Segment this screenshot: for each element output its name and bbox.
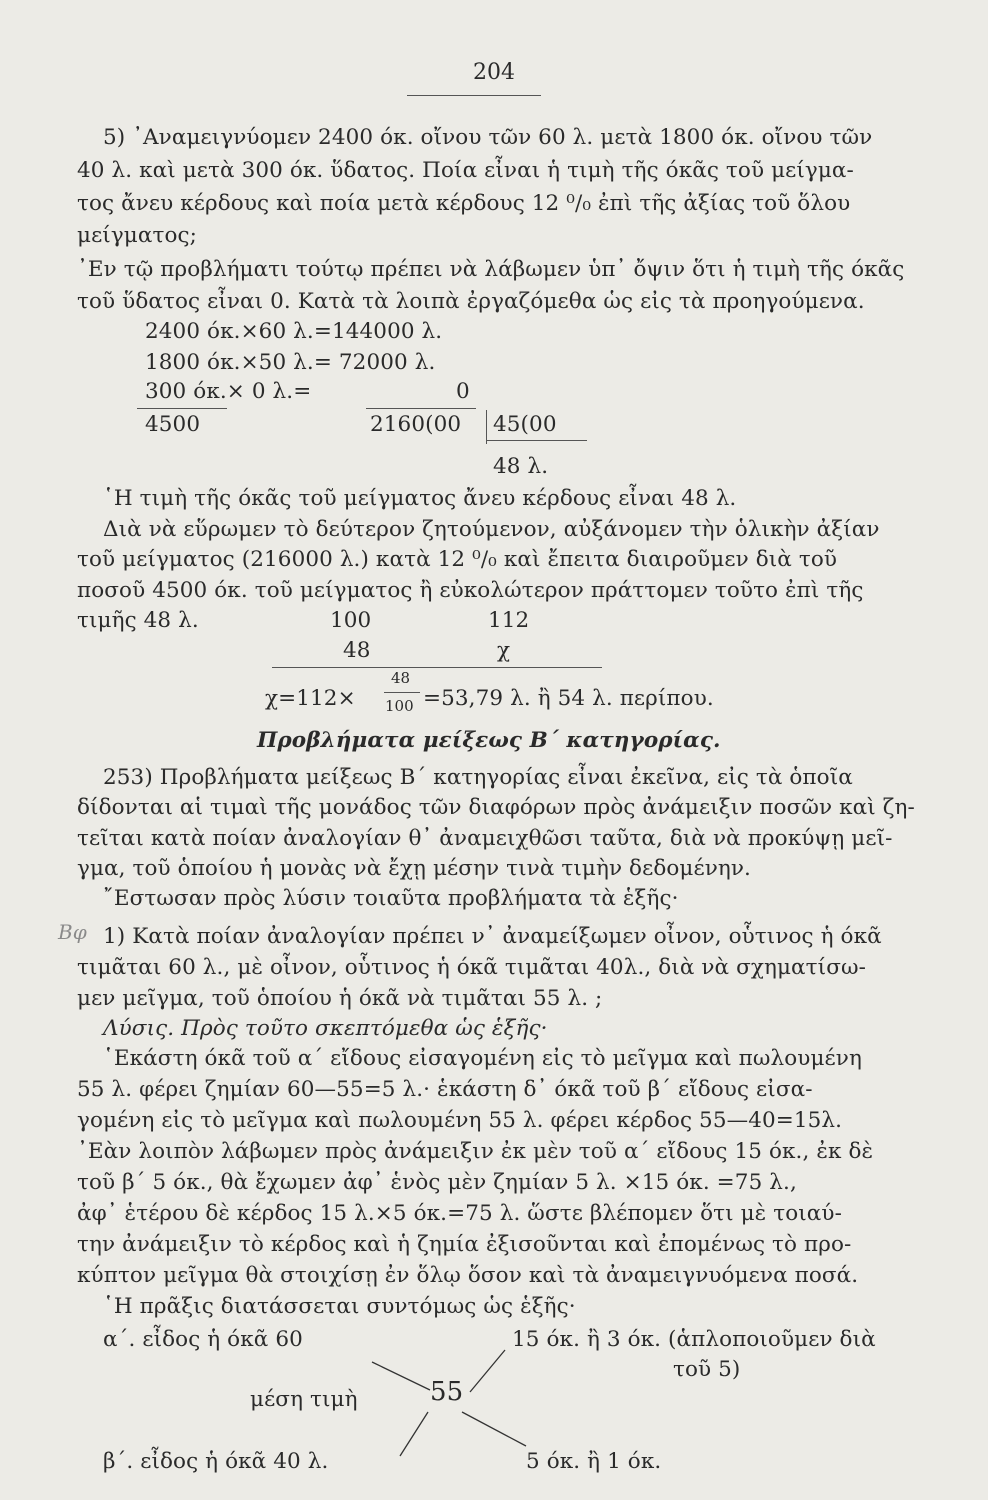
calc-quotient: 48 λ. — [493, 454, 549, 479]
cross-line — [470, 1350, 505, 1392]
text-line: τοῦ ὕδατος εἶναι 0. Κατὰ τὰ λοιπὰ ἐργαζόμεθα ὡς εἰς τὰ προηγούμενα. — [77, 289, 865, 314]
text-line: δίδονται αἱ τιμαὶ τῆς μονάδος τῶν διαφόρων πρὸς ἀνάμειξιν ποσῶν καὶ ζη- — [77, 795, 915, 820]
calc-sum: 2160(00 — [370, 412, 462, 437]
scheme-mid-value: 55 — [430, 1377, 464, 1407]
proportion-value: 100 — [330, 608, 372, 633]
text-line: κύπτον μεῖγμα θὰ στοιχίσῃ ἐν ὅλῳ ὅσον καὶ τὰ ἀναμειγνυόμενα ποσά. — [77, 1263, 859, 1288]
text-line: τοῦ β΄ 5 όκ., θὰ ἔχωμεν ἀφ᾿ ἑνὸς μὲν ζημίαν 5 λ. ×15 όκ. =75 λ., — [77, 1170, 797, 1195]
text-line: ῾Η τιμὴ τῆς όκᾶς τοῦ μείγματος ἄνευ κέρδους εἶναι 48 λ. — [103, 486, 737, 511]
calc-row: 300 όκ.× 0 λ.= — [145, 379, 312, 404]
text-line: 253) Προβλήματα μείξεως Β΄ κατηγορίας εἶναι ἐκεῖνα, εἰς τὰ ὁποῖα — [103, 765, 853, 790]
text-line: γμα, τοῦ ὁποίου ἡ μονὰς νὰ ἔχῃ μέσην τινὰ τιμὴν δεδομένην. — [77, 856, 751, 881]
text-line: μείγματος; — [77, 223, 198, 248]
text-line: Διὰ νὰ εὕρωμεν τὸ δεύτερον ζητούμενον, αὐξάνομεν τὴν ὁλικὴν ἀξίαν — [103, 517, 880, 542]
text-line: 5) ᾿Αναμειγνύομεν 2400 όκ. οἴνου τῶν 60 λ. μετὰ 1800 όκ. οἴνου τῶν — [103, 125, 873, 150]
scheme-row-b-right: 5 όκ. ἢ 1 όκ. — [526, 1449, 662, 1474]
equation-left: χ=112× — [265, 686, 356, 711]
calc-row: 1800 όκ.×50 λ.= 72000 λ. — [145, 350, 436, 375]
text-line: 40 λ. καὶ μετὰ 300 όκ. ὕδατος. Ποία εἶναι ἡ τιμὴ τῆς όκᾶς τοῦ μείγμα- — [77, 158, 854, 183]
text-line: ᾿Εν τῷ προβλήματι τούτῳ πρέπει νὰ λάβωμεν ὑπ᾿ ὄψιν ὅτι ἡ τιμὴ τῆς όκᾶς — [77, 257, 905, 282]
page-number: 204 — [473, 60, 515, 85]
cross-line — [462, 1412, 526, 1446]
text-line: μεν μεῖγμα, τοῦ ὁποίου ἡ όκᾶ νὰ τιμᾶται 55 λ. ; — [77, 986, 603, 1011]
text-line: ῎Εστωσαν πρὸς λύσιν τοιαῦτα προβλήματα τὰ ἑξῆς· — [103, 886, 679, 911]
text-line: την ἀνάμειξιν τὸ κέρδος καὶ ἡ ζημία ἐξισοῦνται καὶ ἐπομένως τὸ προ- — [77, 1232, 852, 1257]
text-line: γομένη εἰς τὸ μεῖγμα καὶ πωλουμένη 55 λ. φέρει κέρδος 55—40=15λ. — [77, 1108, 843, 1133]
fraction-denominator: 100 — [385, 697, 414, 715]
proportion-value: χ — [497, 638, 511, 663]
text-line: ἀφ᾿ ἑτέρου δὲ κέρδος 15 λ.×5 όκ.=75 λ. ὥστε βλέπομεν ὅτι μὲ τοιαύ- — [77, 1201, 842, 1226]
text-line: ῾Η πρᾶξις διατάσσεται συντόμως ὡς ἑξῆς· — [103, 1294, 576, 1319]
section-heading: Προβλήματα μείξεως Β΄ κατηγορίας. — [257, 728, 721, 753]
text-line: τοῦ μείγματος (216000 λ.) κατὰ 12 ⁰/₀ καὶ ἔπειτα διαιροῦμεν διὰ τοῦ — [77, 547, 838, 572]
equation-right: =53,79 λ. ἢ 54 λ. περίπου. — [423, 686, 714, 711]
calc-row: 0 — [456, 379, 470, 404]
text-line: Λύσις. Πρὸς τοῦτο σκεπτόμεθα ὡς ἑξῆς· — [103, 1016, 548, 1041]
proportion-value: 48 — [343, 638, 371, 663]
text-line: τος ἄνευ κέρδους καὶ ποία μετὰ κέρδους 12 ⁰/₀ ἐπὶ τῆς ἀξίας τοῦ ὅλου — [77, 191, 851, 216]
proportion-value: 112 — [488, 608, 530, 633]
text-line: 55 λ. φέρει ζημίαν 60—55=5 λ.· ἑκάστη δ᾿ όκᾶ τοῦ β΄ εἴδους εἰσα- — [77, 1077, 813, 1102]
text-line: ῾Εκάστη όκᾶ τοῦ α΄ εἴδους εἰσαγομένη εἰς τὸ μεῖγμα καὶ πωλουμένη — [103, 1046, 862, 1071]
text-line: ᾿Εὰν λοιπὸν λάβωμεν πρὸς ἀνάμειξιν ἐκ μὲν τοῦ α΄ εἴδους 15 όκ., ἐκ δὲ — [77, 1139, 874, 1164]
text-line: 1) Κατὰ ποίαν ἀναλογίαν πρέπει ν᾿ ἀναμείξωμεν οἶνον, οὗτινος ἡ όκᾶ — [103, 924, 882, 949]
text-line: ποσοῦ 4500 όκ. τοῦ μείγματος ἢ εὐκολώτερον πράττομεν τοῦτο ἐπὶ τῆς — [77, 578, 864, 603]
margin-handwritten-note: Βφ — [58, 920, 87, 944]
calc-divisor: 45(00 — [493, 412, 557, 437]
calc-sum: 4500 — [145, 412, 201, 437]
scheme-row-a-right: 15 όκ. ἢ 3 όκ. (ἁπλοποιοῦμεν διὰ — [512, 1327, 876, 1352]
cross-line — [400, 1412, 428, 1456]
scheme-row-a-cont: τοῦ 5) — [673, 1357, 741, 1382]
scheme-row-b-left: β΄. εἶδος ἡ όκᾶ 40 λ. — [103, 1449, 329, 1474]
scheme-row-a-left: α΄. εἶδος ἡ όκᾶ 60 — [103, 1327, 303, 1352]
text-line: τεῖται κατὰ ποίαν ἀναλογίαν θ᾿ ἀναμειχθῶσι ταῦτα, διὰ νὰ προκύψῃ μεῖ- — [77, 826, 893, 851]
text-line: τιμᾶται 60 λ., μὲ οἶνον, οὗτινος ἡ όκᾶ τιμᾶται 40λ., διὰ νὰ σχηματίσω- — [77, 955, 866, 980]
text-line: τιμῆς 48 λ. — [77, 608, 199, 633]
scheme-mid-label: μέση τιμὴ — [250, 1387, 358, 1412]
cross-line — [372, 1362, 430, 1390]
fraction-numerator: 48 — [391, 669, 411, 687]
calc-row: 2400 όκ.×60 λ.=144000 λ. — [145, 319, 443, 344]
